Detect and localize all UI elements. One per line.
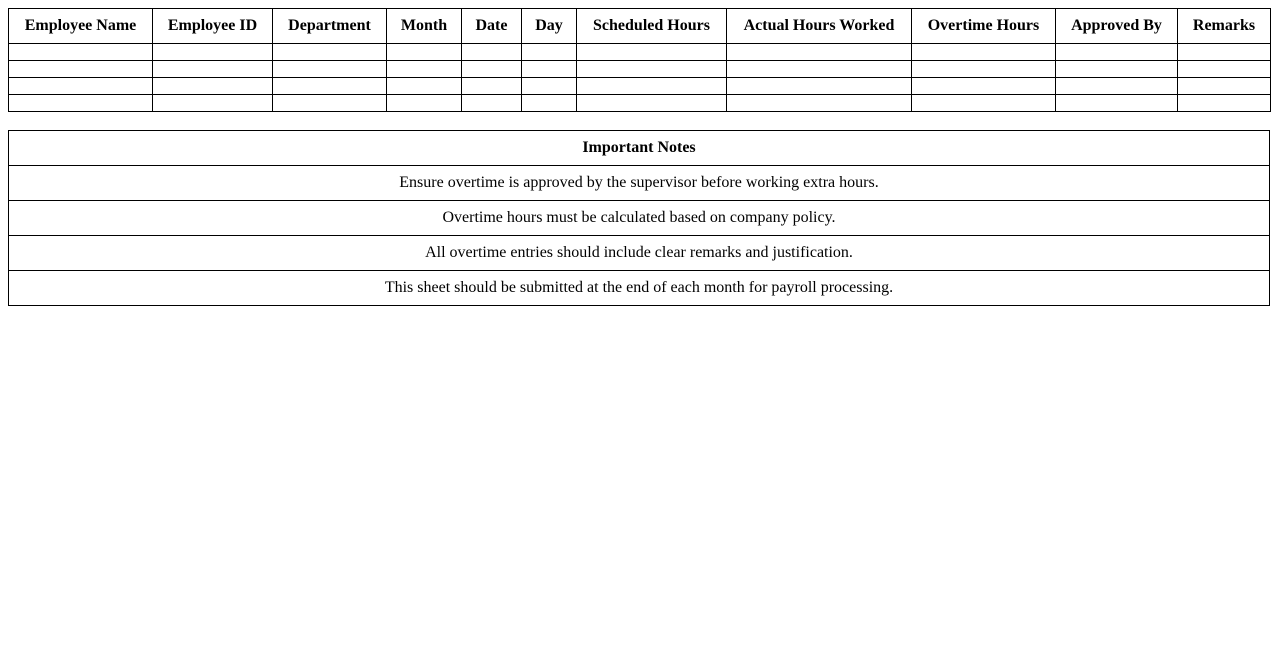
note-item: Overtime hours must be calculated based on company policy. — [9, 201, 1270, 236]
overtime-table — [8, 8, 1271, 112]
table-cell[interactable] — [462, 44, 522, 61]
table-cell[interactable] — [727, 78, 912, 95]
table-cell[interactable] — [522, 61, 577, 78]
table-cell[interactable] — [9, 44, 153, 61]
note-item: All overtime entries should include clear remarks and justification. — [9, 236, 1270, 271]
table-cell[interactable] — [912, 44, 1056, 61]
table-cell[interactable] — [273, 44, 387, 61]
col-header-approved-by: Approved By — [1056, 9, 1178, 44]
table-cell[interactable] — [9, 61, 153, 78]
table-cell[interactable] — [577, 78, 727, 95]
table-cell[interactable] — [727, 44, 912, 61]
table-cell[interactable] — [577, 44, 727, 61]
table-cell[interactable] — [1178, 61, 1271, 78]
table-cell[interactable] — [462, 61, 522, 78]
table-cell[interactable] — [387, 78, 462, 95]
table-cell[interactable] — [912, 61, 1056, 78]
table-cell[interactable] — [387, 95, 462, 112]
note-item: This sheet should be submitted at the end of each month for payroll processing. — [9, 271, 1270, 306]
table-cell[interactable] — [577, 95, 727, 112]
table-cell[interactable] — [577, 61, 727, 78]
note-row — [9, 236, 1270, 271]
table-cell[interactable] — [462, 78, 522, 95]
header-row — [9, 9, 1271, 44]
table-row — [9, 44, 1271, 61]
table-cell[interactable] — [1056, 95, 1178, 112]
table-row — [9, 78, 1271, 95]
important-notes-table — [8, 130, 1270, 306]
table-cell[interactable] — [1178, 95, 1271, 112]
col-header-date: Date — [462, 9, 522, 44]
table-cell[interactable] — [912, 78, 1056, 95]
table-row — [9, 61, 1271, 78]
table-cell[interactable] — [522, 95, 577, 112]
table-cell[interactable] — [727, 95, 912, 112]
col-header-remarks: Remarks — [1178, 9, 1271, 44]
table-cell[interactable] — [522, 44, 577, 61]
col-header-department: Department — [273, 9, 387, 44]
table-cell[interactable] — [153, 61, 273, 78]
table-cell[interactable] — [1056, 61, 1178, 78]
col-header-overtime-hours: Overtime Hours — [912, 9, 1056, 44]
col-header-scheduled-hours: Scheduled Hours — [577, 9, 727, 44]
table-cell[interactable] — [153, 95, 273, 112]
col-header-employee-id: Employee ID — [153, 9, 273, 44]
table-cell[interactable] — [387, 61, 462, 78]
table-cell[interactable] — [1178, 44, 1271, 61]
table-cell[interactable] — [1178, 78, 1271, 95]
table-cell[interactable] — [1056, 78, 1178, 95]
table-row — [9, 95, 1271, 112]
table-cell[interactable] — [727, 61, 912, 78]
note-row — [9, 271, 1270, 306]
col-header-day: Day — [522, 9, 577, 44]
col-header-month: Month — [387, 9, 462, 44]
col-header-actual-hours-worked: Actual Hours Worked — [727, 9, 912, 44]
note-item: Ensure overtime is approved by the supervisor before working extra hours. — [9, 166, 1270, 201]
table-cell[interactable] — [522, 78, 577, 95]
table-cell[interactable] — [1056, 44, 1178, 61]
note-row — [9, 201, 1270, 236]
table-cell[interactable] — [9, 78, 153, 95]
table-cell[interactable] — [387, 44, 462, 61]
col-header-employee-name: Employee Name — [9, 9, 153, 44]
table-cell[interactable] — [153, 78, 273, 95]
table-cell[interactable] — [273, 95, 387, 112]
table-cell[interactable] — [9, 95, 153, 112]
table-cell[interactable] — [273, 78, 387, 95]
note-row — [9, 166, 1270, 201]
table-cell[interactable] — [273, 61, 387, 78]
table-cell[interactable] — [912, 95, 1056, 112]
notes-header-row — [9, 131, 1270, 166]
table-cell[interactable] — [153, 44, 273, 61]
notes-title: Important Notes — [9, 131, 1270, 166]
table-cell[interactable] — [462, 95, 522, 112]
